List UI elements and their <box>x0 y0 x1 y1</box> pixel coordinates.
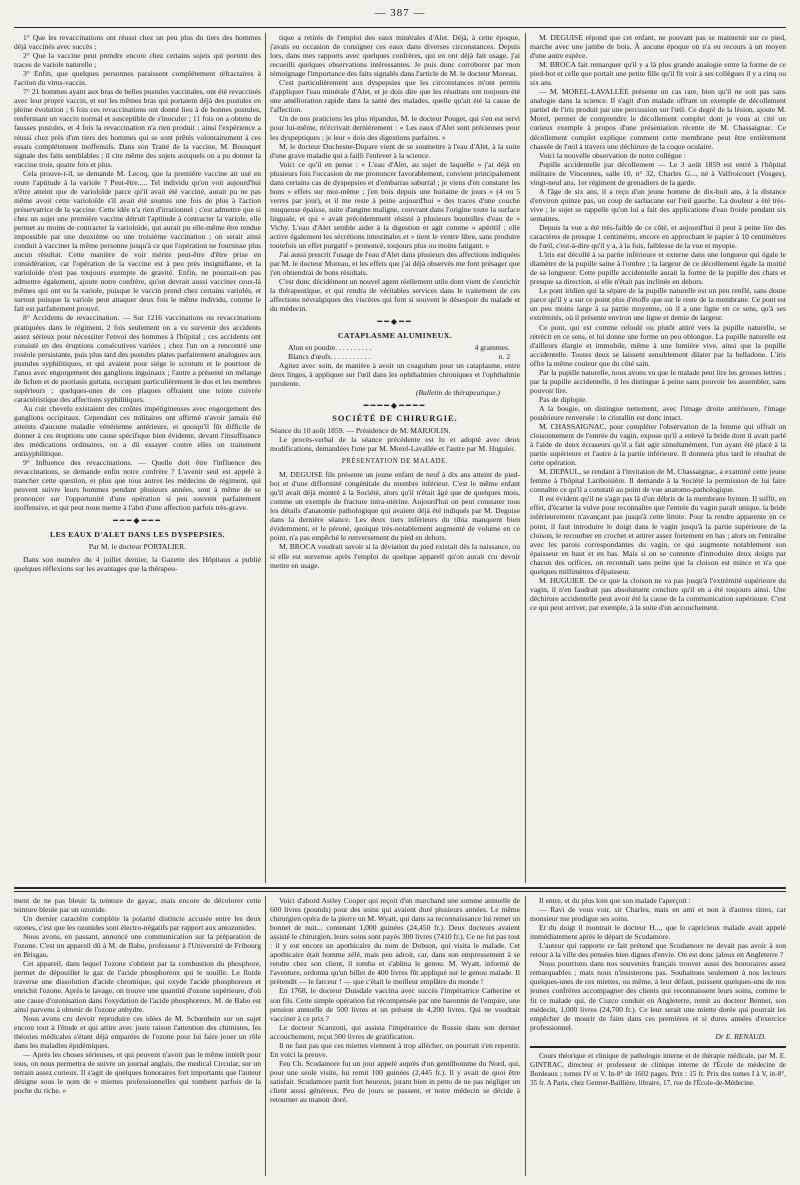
paragraph: — Ravi de vous voir, sir Charles, mais en ami et non à d'autres titres, car monsieur me prodigue ses soins. <box>530 905 786 924</box>
column-2 <box>270 33 520 883</box>
source-citation: (Bulletin de thérapeutique.) <box>415 387 500 397</box>
paragraph: Il ne faut pas que ces miettes viennent à trop allécher, on pourrait s'en repentir. En voici la preuve. <box>270 1040 520 1059</box>
paragraph: M. DEGUISE répond que cet enfant, ne pouvant pas se maintenir sur ce pied, marche avec une jambe de bois. À aucune époque on n'a eu recours à un moyen d'une autre espèce. <box>530 33 786 61</box>
paragraph: Un de nos praticiens les plus répandus, M. le docteur Pouget, qui s'en est servi pour lui-même, m'écrivait dernièrement : « Les eaux d'Alet sont précieuses pour les dyspeptiques ; je leur » dois des digestions parfaites. » <box>270 114 520 142</box>
recipe-line <box>270 343 520 352</box>
column-divider <box>265 33 266 883</box>
paragraph: Voici la nouvelle observation de notre collègue : <box>539 150 686 160</box>
paragraph: Et du doigt il montrait le docteur H..., que le capricieux malade avait appelé immédiatement après le départ de Scudamore. <box>530 923 786 942</box>
paragraph: Nous avons, en passant, annoncé une communication sur la préparation de l'ozone. C'est un appareil dû à M. de Babo, professeur à l'Université de Fribourg en Brisgau. <box>14 932 261 960</box>
paragraph: 8° Accidents de revaccination. — Sur 1216 vaccinations ou revaccinations pratiquées dans le régiment, 2 fois seulement on a vu survenir des accidents assez sérieux pour nécessiter l'envoi des hommes à l'hôpital ; ces accidents ont consisté en des éruptions consécutives variées ; chez l'un on a rencontré une roséole persistante, puis plus tard des pustules plates parfaitement analogues aux pustules syphilitiques, et qui avaient pour siége le scrotum et le pourtour de l'anus avec engorgement des ganglions inguinaux ; l'autre a présenté un mélange de lichen et de psoriasis guttata, occupant particulièrement le dos et les membres supérieurs ; quelques-unes de ces plaques offraient une teinte cuivrée caractéristique des affections syphilitiques. <box>14 313 261 404</box>
paragraph: A l'âge de six ans, il a reçu d'un jeune homme de dix-huit ans, à la distance d'environ quinze pas, un coup de sarbacane sur l'œil gauche. La douleur a été très-vive ; le sujet se rappelle qu'on lui a fait des applications d'eau froide pendant six semaines. <box>530 186 786 223</box>
section-title: SOCIÉTÉ DE CHIRURGIE. <box>332 413 458 423</box>
paragraph: M. DEPAUL, se rendant à l'invitation de M. Chassaignac, a examiné cette jeune femme à l'hôpital Lariboisière. Il demande à la Société la permission de lui faire connaître ce qu'il a constaté au point de vue anatomo-pathologique. <box>530 467 786 495</box>
paragraph: M. HUGUIER. De ce que la cloison ne va pas jusqu'à l'extrémité supérieure du vagin, il n'en faudrait pas absolument conclure qu'il en a été toujours ainsi. Une déchirure accidentelle peut avoir été la cause de la communication supérieure. C'est ce qui peut arriver, par exemple, à la suite d'un accouchement. <box>530 575 786 612</box>
subsection-title: PRÉSENTATION DE MALADE. <box>341 458 449 466</box>
paragraph: Depuis la vue a été très-faible de ce côté, et aujourd'hui il peut à peine lire des caractères de presque 1 centimètre, encore en approchant le papier à 10 centimètres de l'œil, c'est-à-dire qu'il y a, à la fois, faiblesse de la vue et myopie. <box>530 222 786 251</box>
paragraph: Nous pourrions dans nos souvenirs français trouver aussi des honoraires assez remarquables ; mais nous n'insisterons pas. Souhaitons seulement à nos lecteurs quelques-unes de ces miettes, ou même, à leur défaut, puissent quelques-uns de nos jeunes confrères accompagner des clients qui reconnaissent leurs soins, comme le fit ce malade qui, de Cuzco conduit en Angleterre, remit au docteur Bennet, son médecin, 1,000 livres (24,700 fr.). Ce leur serait une miette dorée qui pourrait les empêcher de mourir de faim dans ces premières et si dures années d'exercice professionnel. <box>530 959 786 1032</box>
paragraph: L'iris est décollé à sa partie inférieure et externe dans une longueur qui égale le diamètre de la pupille saine à l'ombre ; la largeur de ce décollement égale la moitié de sa longueur. Cette pupille accidentelle aurait la forme de la pupille des chats et presque sa direction, si elle n'était pas inclinée en dehors. <box>530 250 786 287</box>
paragraph: M. BROCA fait remarquer qu'il y a là plus grande analogie entre la forme de ce pied-bot et celle que portait une petite fille qu'il fit voir à ses collègues il y a cinq ou six ans. <box>530 60 786 88</box>
section-rule <box>14 891 786 892</box>
section-title: LES EAUX D'ALET DANS LES DYSPEPSIES. <box>49 529 225 539</box>
paragraph: Nous avons cru devoir reproduire ces idées de M. Schœnbein sur un sujet encore tout à l'étude et qui attire avec juste raison l'attention des chimistes, les théories médicales s'étant déjà emparées de l'ozone pour lui faire jouer un rôle dans les maladies épidémiques. <box>14 1013 261 1050</box>
column-4 <box>14 896 261 1176</box>
paragraph: 7° 21 hommes ayant aux bras de belles pustules vaccinales, ont été revaccinés avec leur propre vaccin, et sur les mêmes bras qui portaient déjà des pustules en pleine évolution ; 6 fois ces revaccinations ont donné lieu à de bonnes pustules, renfermant un vaccin normal et susceptible de s'inoculer ; 11 fois on a obtenu de fausses pustules, et 4 fois la revaccination n'a rien produit : ainsi l'expérience a réussi chez près d'un tiers des hommes qui se sont prêtés volontairement à ces essais complétement inoffensifs. Dans son Traité de la vaccine, M. Bousquet signale des faits semblables ; il cite même des sujets auxquels on a pu donner la vaccine trois, quatre fois et plus. <box>14 87 261 169</box>
paragraph: L'auteur qui rapporte ce fait prétend que Scudamore ne devait pas avoir à son retour à la ville des pensées bien dignes d'envie. On est donc jaloux en Angleterre ? <box>530 941 786 960</box>
page-number: — 387 — <box>374 7 426 19</box>
section-rule <box>14 887 786 889</box>
section-title: CATAPLASME ALUMINEUX. <box>337 330 453 340</box>
paragraph: 9° Influence des revaccinations. — Quelle doit être l'influence des revaccinations, se demande enfin notre confrère ? L'avenir seul est appelé à trancher cette question, et plus que tous autres les médecins de régiment, qui peuvent suivre leurs hommes pendant plusieurs années, sont à même de se prononcer sur l'opportunité d'une opération si peu souvent parfaitement inoffensive, et qui peut nous mettre à l'abri d'une affection parfois très-grave. <box>14 458 261 513</box>
column-5 <box>270 896 520 1176</box>
paragraph: Le pont iridien qui la sépare de la pupille naturelle est un peu renflé, sans doute parce qu'il y a sur ce point plus d'étoffe que sur le reste de la membrane. Ce pont est un peu moins large à sa partie moyenne, où il a une ligne en ce sens, qu'à ses extrémités, où il présente environ une ligne et demie de largeur. <box>530 286 786 323</box>
paragraph: Cela prouve-t-il, se demande M. Lecoq, que la première vaccine ait usé en route l'aptitude à la variole ? Peut-être..... Tel individu qu'on voit aujourd'hui n'être atteint que de varioloïde parce qu'il avait été vacciné, aurait pu ne pas même avoir cette varioloïde s'il avait été soumis une fois de plus à l'action préservatrice de la vaccine. Cette idée n'a rien d'irrationnel ; c'est admettre que si chez un sujet une première vaccine détruit l'aptitude à contracter la variole, elle permet au moins de contracter la varioloïde, qui aurait pu elle-même être rendue impossible par une deuxième ou une troisième vaccination ; on serait ainsi conduit à vacciner la même personne jusqu'à ce que l'opération ne fournisse plus aucun résultat. Cette manière de voir mérite peut-être d'être prise en considération, car l'opération de la vaccine est à peu près insignifiante, et la varioloïde n'est pas toujours exempte de gravité. Enfin, ne pourrait-on pas admettre également, ajoute notre confrère, qu'on devrait aussi vacciner ceux-là mêmes qui ont eu la variole, puisque le vaccin prend chez certains variolés, et surtout puisque la variole peut attaquer deux fois le même individu, comme le fait est parfaitement prouvé. <box>14 168 261 314</box>
session-meta: Séance du 10 août 1859. — Présidence de M. MARJOLIN. <box>270 425 451 435</box>
paragraph: M. DEGUISE fils présente un jeune enfant de neuf à dix ans atteint de pied-bot et d'une difformité congénitale du membre inférieur. C'est le même enfant qu'il avait déjà montré à la Société, alors qu'il n'était âgé que de quelques mois, comme un exemple de fracture intra-utérine. Aujourd'hui on peut constater tous les détails d'anatomie pathologique qui avaient déjà été indiqués par M. Deguise dans la dernière séance. Les deux tiers inférieurs du tibia manquent bien évidemment, et le péroné, quoique très-notablement augmenté de volume en ce point, n'a pas empêché le renversement du pied en dehors. <box>270 470 520 543</box>
paragraph: Au cuir chevelu existaient des croûtes impétigineuses avec engorgement des ganglions occipitaux. Cependant ces militaires ont affirmé n'avoir jamais été atteints d'aucune maladie vénérienne antérieure, et quoiqu'il fût difficile de donner à ces éruptions une cause spécifique bien évidente, devant l'insuffisance des médications ordinaires, on a dû essayer contre elles un traitement antisyphilitique. <box>14 403 261 459</box>
recipe-line <box>270 352 520 361</box>
byline: Par M. le docteur PORTALIER. <box>88 541 187 551</box>
paragraph: Il entre, et du plus loin que son malade l'aperçoit : <box>539 896 691 905</box>
author-signature: Dr E. RENAUD. <box>715 1031 766 1041</box>
paragraph: M. le docteur Duchesne-Dupare vient de se soumettre à l'eau d'Alet, à la suite d'une grave maladie qui a failli l'enlever à la science. <box>270 141 520 160</box>
paragraph: Voici d'abord Astley Cooper qui reçoit d'un marchand une somme annuelle de 600 livres (pounds) pour des soins qui avaient duré plusieurs années. Le même chirurgien opéra de la pierre un M. Wyatt, qui dans sa reconnaissance lui remet un bonnet de nuit... contenant 1,000 guinées (24,450 fr.). Deux docteurs avaient assisté le chirurgien, leurs soins sont payés 300 livres (7410 fr.). Ce ne fut pas tout : il y eut encore un apothicaire du nom de Dobson, qui visita le malade. Cet apothicaire était homme zélé, mais peu adroit, car, dans son empressement à se rendre chez son client, il tomba et s'abîma le genou. M. Wyatt, informé de l'aventure, ordonna qu'un billet de 400 livres fût appliqué sur le genou malade. Il prétendit — le farceur ! — que c'était le meilleur emplâtre du monde ! <box>270 896 520 987</box>
ornament-divider: ━━━◆━━━ <box>112 516 163 526</box>
paragraph: Par la pupille naturelle, nous avons vu que le malade peut lire les grosses lettres ; par la pupille accidentelle, il les distingue à peine sans pouvoir les assembler, sans pouvoir lire. <box>530 367 786 395</box>
column-1 <box>14 33 261 883</box>
paragraph: C'est particulièrement aux dyspepsies que les circonstances m'ont permis d'appliquer l'eau minérale d'Alet, et je dois dire que les résultats ont toujours été une amélioration rapide dans la santé des malades, quelle qu'ait été la cause de l'affection. <box>270 78 520 115</box>
column-divider <box>525 896 526 1176</box>
paragraph: Il est évident qu'il ne s'agit pas là d'un débris de la membrane hymen. Il suffit, en effet, d'écarter la vulve pour reconnaître que l'entrée du vagin paraît unique, la bride inférieurement n'avançant pas jusqu'à cette limite. Pour la rendre apparente en ce point, il faut introduire le doigt dans le vagin jusqu'à la partie supérieure de la cloison, le recourber en crochet et attirer assez fortement en bas ; alors on l'entraîne avec les parois correspondantes du vagin, ce qui augmente notablement son épaisseur en haut et en bas. Mais si on se contente d'introduire deux doigts par chacun des orifices, on reconnaît sans peine que la cloison est mince et n'a que quelques millimètres d'épaisseur. <box>530 494 786 576</box>
recipe-ingredient: Alun en poudre. . . . . . . . . . <box>288 342 372 352</box>
ornament-divider: ━━◆━━ <box>377 317 413 327</box>
recipe-quantity: 4 grammes. <box>474 342 510 352</box>
paragraph: Le docteur Scanzoni, qui assista l'impératrice de Russie dans son dernier accouchement, reçut 500 livres de gratification. <box>270 1022 520 1041</box>
bibliography-rule <box>530 1046 786 1048</box>
paragraph: Agitez avec soin, de manière à avoir un coagulum pour un cataplasme, entre deux linges, à appliquer sur l'œil dans les ophthalmies chroniques et l'ophthalmie purulente. <box>270 360 520 388</box>
paragraph: Voici ce qu'il en pense : « L'eau d'Alet, au sujet de laquelle » j'ai déjà en plusieurs fois l'occasion de me prononcer favorablement, convient principalement dans certains cas de dyspepsies et d'embarras saburral ; je viens d'en constater les bons » effets sur moi-même ; j'en bois depuis une huitaine de jours » (4 ou 5 verres par jour), et il me reste à peine aujourd'hui » des traces d'une couche muqueuse épaisse, suite d'angine maligne, couvrant dans l'origine toute la surface linguale, et qui » avait précédemment résisté à plusieurs bouteilles d'eau de » Vichy. L'eau d'Alet semble aider à la digestion et agit comme » apéritif ; elle active également les sécrétions intestinales et » tient le ventre libre, sans produire toutefois un effet purgatif » prononcé, toujours plus ou moins fatigant. » <box>270 159 520 251</box>
bibliography-notice: Cours théorique et clinique de pathologie interne et de thérapie médicale, par M. E. GINTRAC, directeur et professeur de clinique interne de l'École de médecine de Bordeaux ; tomes IV et V. In-8° de 1602 pages. Prix : 15 fr. Prix des tomes I à V, in-8°, 35 fr. A Paris, chez Germer-Baillière, libraire, 17, rue de l'École-de-Médecine. <box>530 1051 786 1087</box>
paragraph: Dans son numéro du 4 juillet dernier, la Gazette des Hôpitaux a publié quelques réflexions sur les avantages que la thérapeu- <box>14 554 261 573</box>
recipe-ingredient: Blancs d'œufs. . . . . . . . . . . <box>288 351 371 361</box>
paragraph: 1° Que les revaccinations ont réussi chez un peu plus du tiers des hommes déjà vaccinés avec succès ; <box>14 33 261 52</box>
paragraph: C'est donc décidément un nouvel agent réellement utile dont vient de s'enrichir la thérapeutique, et qui rendra de véritables services dans le traitement de ces affections névralgiques des viscères qui font si souvent le désespoir du malade et du médecin. <box>270 277 520 314</box>
paragraph: Cet appareil, dans lequel l'ozone s'obtient par la combustion du phosphore, permet de dépouiller le gaz de l'acide phosphoreux qui le souille. Le fluide traverse une dissolution d'acide chromique, qui oxyde l'acide phosphoreux et enrichit l'ozone. Après le lavage, on trouve une quantité d'ozone supérieure, d'où une cause d'ozonisation dans l'oxydation de l'acide phosphoreux. M. de Babo est ainsi parvenu à obtenir de l'ozone anhydre. <box>14 959 261 1014</box>
header-rule <box>14 27 786 28</box>
ornament-divider: ━━━━◆━━━━ <box>363 400 427 410</box>
paragraph: 2° Que la vaccine peut prendre encore chez certains sujets qui portent des traces de variole naturelle ; <box>14 51 261 70</box>
recipe-quantity: n. 2 <box>498 351 510 361</box>
paragraph: Pupille accidentelle par décollement — Le 3 août 1859 est entré à l'hôpital militaire de Vincennes, salle 10, n° 32, Charles G..., né à Valfroicourt (Vosges), vingt-neuf ans, 1er régiment de grenadiers de la garde. <box>530 159 786 187</box>
paragraph: — M. MOREL-LAVALLÉE présente un cas rare, bien qu'il ne soit pas sans analogie dans la science. Il s'agit d'un malade offrant un exemple de décollement partiel de l'iris produit par une percussion sur l'œil. Ce degré de la lésion, ajoute M. Morel, permet de comprendre le décollement complet dont je vous ai cité un curieux exemple à propos d'une présentation récente de M. Chassaignac. Ce décollement complet explique comment cette membrane peut être entièrement chassée de l'œil à travers une déchirure de la coque oculaire. <box>530 87 786 151</box>
column-6 <box>530 896 786 1176</box>
paragraph: En 1768, le docteur Duisdale vaccina avec succès l'impératrice Catherine et son fils. Cette simple opération fut récompensée par une baronnie de l'empire, une pension annuelle de 500 livres et un présent de 4,200 livres. Qui ne voudrait vacciner à ce prix ? <box>270 986 520 1023</box>
paragraph: — Après les choses sérieuses, et qui peuvent n'avoir pas le même intérêt pour tous, on nous permettra de suivre un journal anglais, the medical Circular, sur un terrain assez curieux. Il s'agit de quelques honoraires fort importants que l'auteur désigne sous le nom de « miettes professionnelles qui tombent parfois de la poche du riche. » <box>14 1049 261 1095</box>
column-3 <box>530 33 786 883</box>
paragraph: A la bougie, on distingue nettement, avec l'image droite antérieure, l'image postérieure renversée : le cristallin est donc intact. <box>530 403 786 422</box>
column-divider <box>525 33 526 883</box>
paragraph: Le procès-verbal de la séance précédente est lu et adopté avec deux modifications, demandées l'une par M. Morel-Lavallée et l'autre par M. Huguier. <box>270 434 520 454</box>
paragraph: Un dernier caractère complète la polarité distincte accusée entre les deux ozones, c'est que les ozonides sont électro-négatifs par rapport aux antozonides. <box>14 914 261 933</box>
paragraph: Ce pont, qui est comme refoulé ou plutôt attiré vers la pupille naturelle, se rétrécit en ce sens, et lui donne une forme un peu oblongue. La pupille naturelle est d'ailleurs élargie et immobile, même à une lumière vive, ainsi que la pupille accidentelle. Toutes deux se laissent sensiblement dilater par la belladone. L'iris offre la même couleur que du côté sain. <box>530 322 786 368</box>
paragraph: Pas de diplopie. <box>539 394 588 404</box>
paragraph: 3° Enfin, que quelques personnes paraissent complétement réfractaires à l'action du virus-vaccin. <box>14 69 261 88</box>
paragraph: tique a retirés de l'emploi des eaux minérales d'Alet. Déjà, à cette époque, j'avais eu occasion de consigner ces eaux dans diverses circonstances. Depuis lors, dans mes rapports avec quelques confrères, qui en ont déjà fait usage, j'ai recueilli quelques observations intéressantes. Je puis donc corroborer par mon témoignage l'importance des faits signalés dans l'article de M. le docteur Moreau. <box>270 33 520 79</box>
paragraph: M. CHASSAIGNAC, pour compléter l'observation de la femme qui offrait un cloisonnement de l'entrée du vagin, expose qu'il a enlevé la bride dont il avait parlé à l'aide de deux écraseurs qu'il a fait agir simultanément, l'un ayant été placé à la partie supérieure et l'autre à la partie inférieure. Il donnera plus tard le résultat de cette opération. <box>530 422 786 468</box>
paragraph: M. BROCA voudrait savoir si la déviation du pied existait dès la naissance, ou si elle est survenue après l'emploi de quelque appareil qu'on aurait cru devoir mettre en usage. <box>270 542 520 570</box>
column-divider <box>265 896 266 1176</box>
paragraph: Feu Ch. Scudamore fut un jour appelé auprès d'un gentilhomme du Nord, qui, pour une seule visite, lui remit 100 guinées (2,445 fr.). Il y avait de quoi être satisfait. Scudamore partit fort heureux, jurant bien in petto de ne pas négliger un client aussi généreux. Peu de jours se passent, et notre médecin se décide à retourner au manoir doré. <box>270 1058 520 1105</box>
paragraph: ment de ne pas bleuir la teinture de gayac, mais encore de décolorer cette teinture bleuie par un ozonide. <box>14 896 261 915</box>
paragraph: J'ai aussi prescrit l'usage de l'eau d'Alet dans plusieurs des affections indiquées par M. le docteur Moreau, et les effets que j'ai déjà observés me font présager que j'en obtiendrai de bons résultats. <box>270 250 520 278</box>
